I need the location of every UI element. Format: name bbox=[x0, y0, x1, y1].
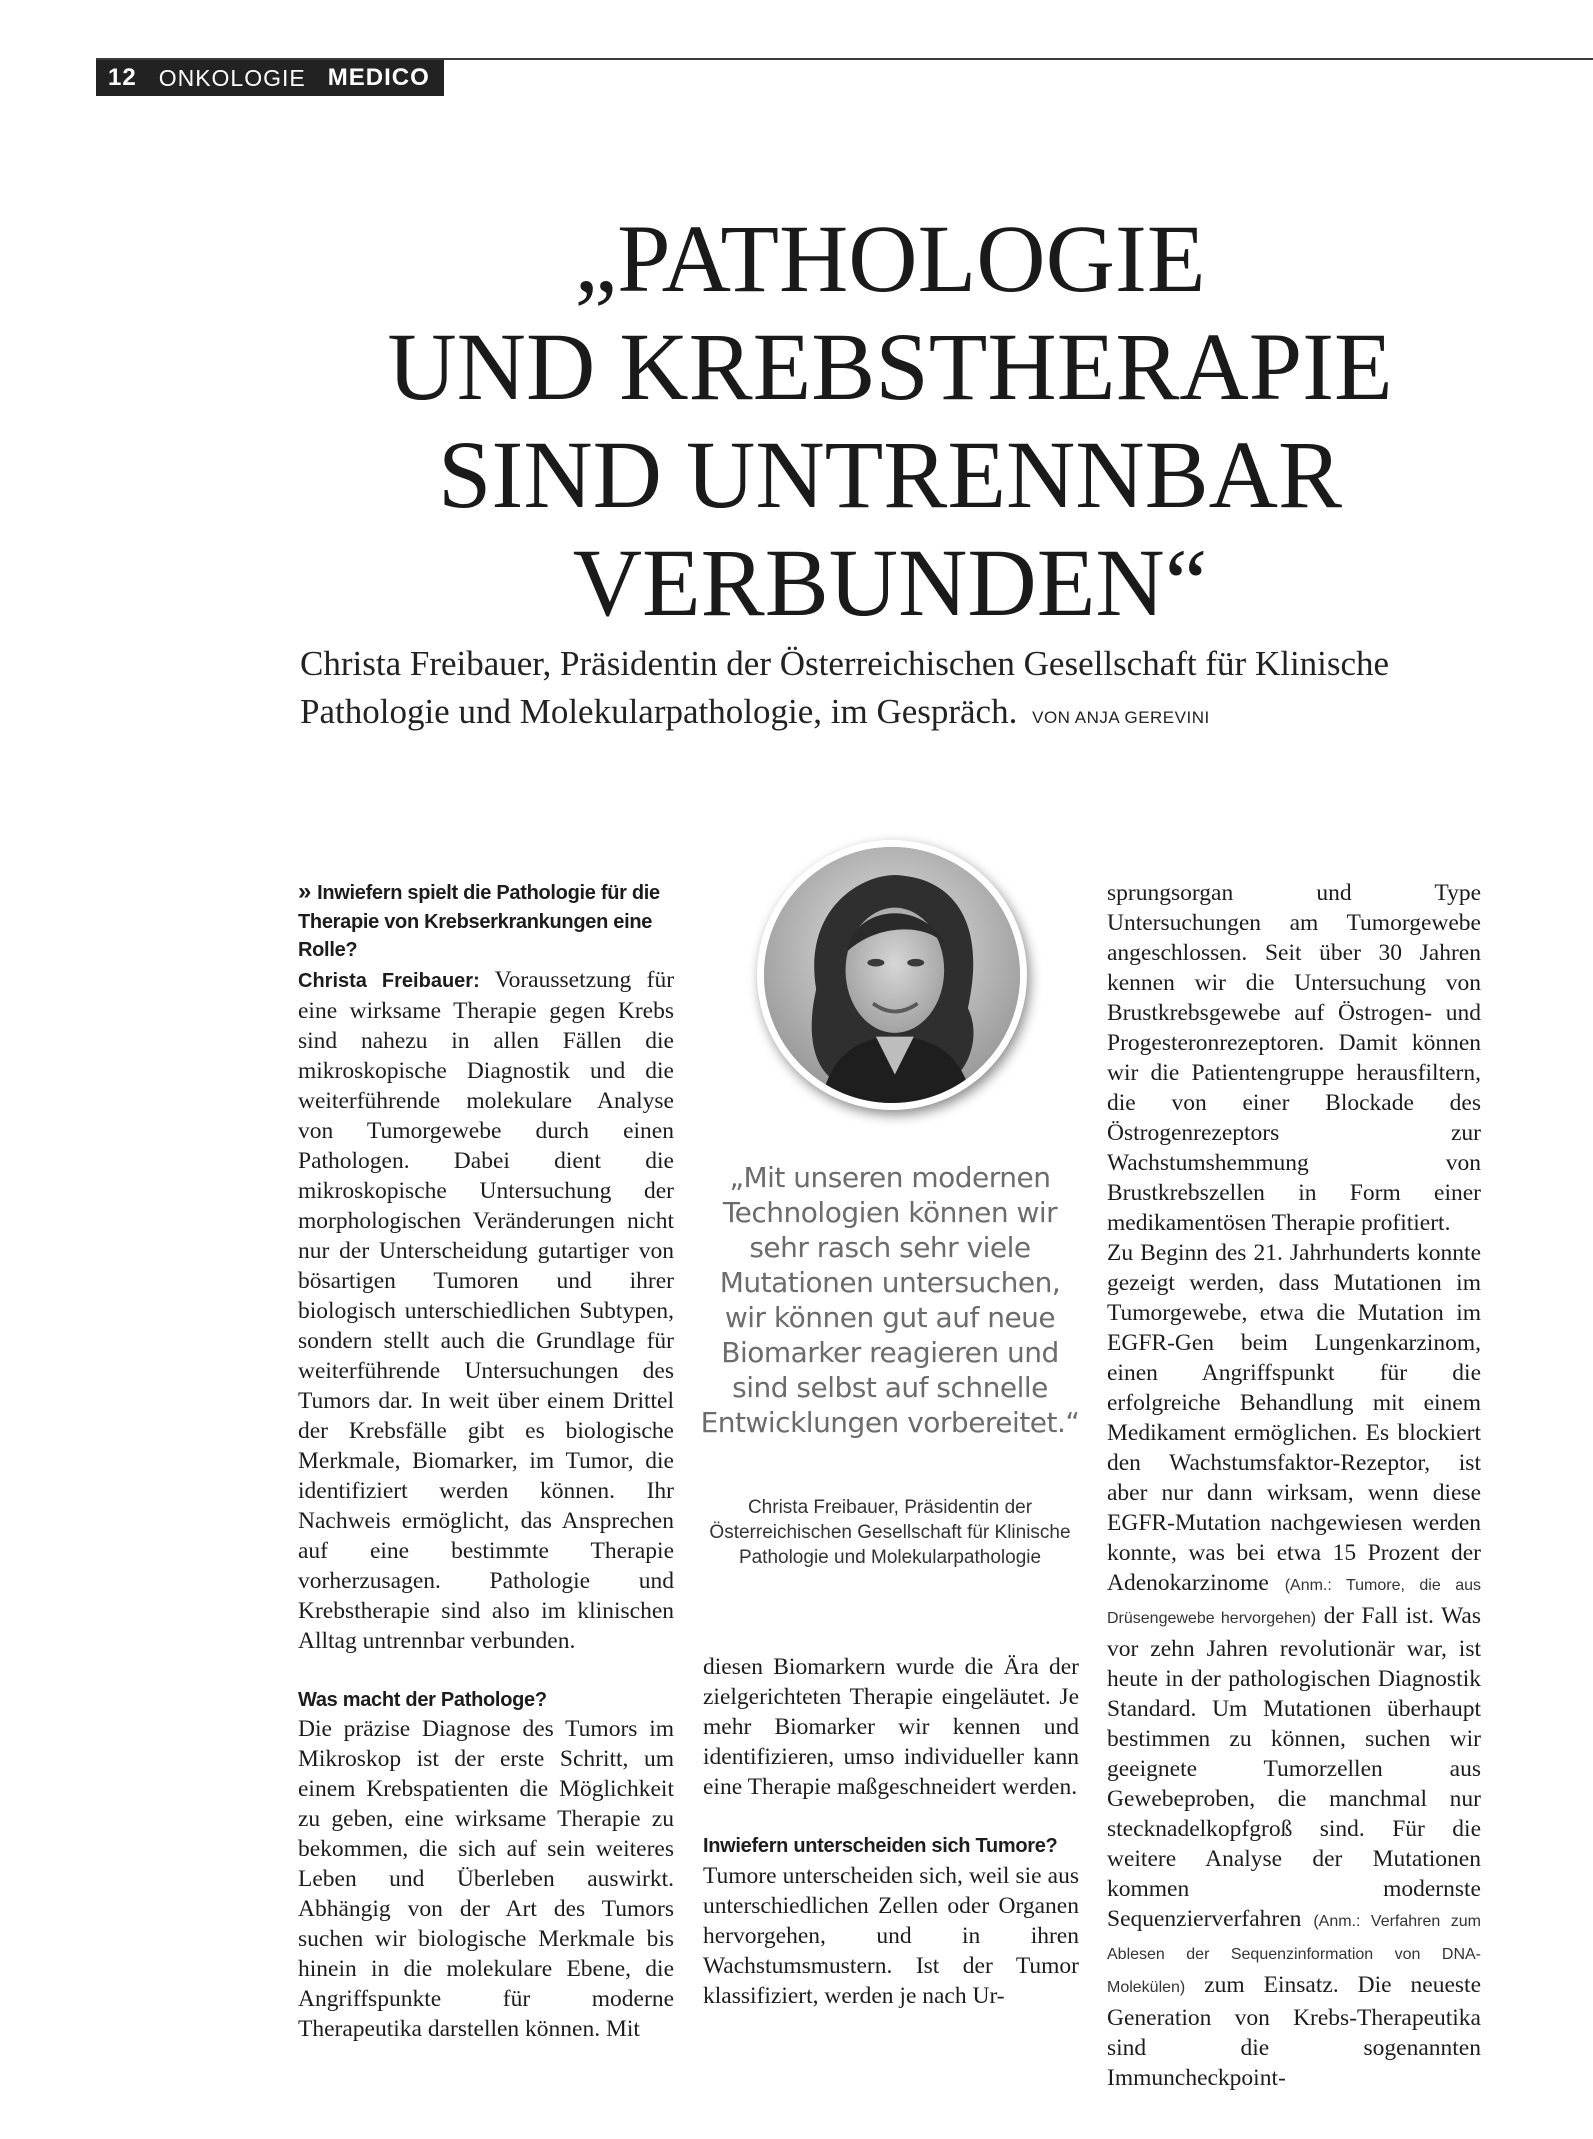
article-column-1 bbox=[298, 878, 674, 2044]
headline-line: „PATHOLOGIE bbox=[574, 205, 1206, 312]
paragraph-text: Zu Beginn des 21. Jahrhunderts konnte gezeigt werden, dass Mutationen im Tumorgewebe, etwa die Mutation im EGFR-Gen beim Lungenkarzinom, einen Angriffspunkt für die erfolgreiche Behandlung mit einem Medikament ermöglichen. Es blockiert den Wachstumsfaktor-Rezeptor, ist aber nur dann wirksam, wenn diese EGFR-Mutation nachgewiesen werden konnte, was bei etwa 15 Prozent der Adenokarzinome bbox=[1107, 1240, 1481, 1596]
paragraph-text: zum Einsatz. Die neueste Generation von Krebs-Therapeutika sind die sogenannten Immuncheckpoint- bbox=[1107, 1972, 1482, 2091]
paragraph-gap bbox=[298, 1656, 674, 1686]
annotation: (Anm.: Tumore, die aus Drüsengewebe hervorgehen) bbox=[1107, 1577, 1481, 1627]
page-header bbox=[96, 60, 444, 96]
headline-line: VERBUNDEN“ bbox=[572, 529, 1208, 636]
article-column-3 bbox=[1107, 878, 1481, 2093]
section-label: ONKOLOGIE bbox=[158, 64, 306, 91]
paragraph: sprungsorgan und Type Untersuchungen am Tumorgewebe angeschlossen. Seit über 30 Jahren kennen wir die Untersuchung von Brustkrebsgewebe auf Östrogen- und Progesteronrezeptoren. Damit können wir die Patientengruppe herausfiltern, die von einer Blockade des Östrogenrezeptors zur Wachstumshemmung von Brustkrebszellen in Form einer medikamentösen Therapie profitiert. bbox=[1107, 880, 1481, 1236]
raquo-icon: » bbox=[298, 878, 312, 905]
question-2: Was macht der Pathologe? bbox=[298, 1688, 547, 1711]
standfirst bbox=[300, 640, 1480, 742]
answer-text: Voraussetzung für eine wirksame Therapie gegen Krebs sind nahezu in allen Fällen die mikroskopische Diagnostik und die weiterführende molekulare Analyse von Tumorgewebe durch einen Pathologen. Dabei dient die mikroskopische Untersuchung der morphologischen Veränderungen nicht nur der Unterscheidung gutartiger von bösartigen Tumoren und ihrer biologisch unterschiedlichen Subtypen, sondern stellt auch die Grundlage für weiterführende Untersuchungen des Tumors dar. In weit über einem Drittel der Krebsfälle gibt es biologische Merkmale, Biomarker, im Tumor, die identifiziert werden können. Ihr Nachweis ermöglicht, das Ansprechen auf eine bestimmte Therapie vorherzusagen. Pathologie und Krebstherapie sind also im klinischen Alltag untrennbar verbunden. bbox=[298, 966, 675, 1654]
annotation: (Anm.: Verfahren zum Ablesen der Sequenzinformation von DNA-Molekülen) bbox=[1107, 1913, 1481, 1996]
page-number: 12 bbox=[108, 64, 137, 91]
paragraph: diesen Biomarkern wurde die Ära der zielgerichteten Therapie eingeläutet. Je mehr Biomarker wir kennen und identifizieren, umso individueller kann eine Therapie maßgeschneidert werden. bbox=[703, 1654, 1079, 1800]
article-column-2 bbox=[703, 1652, 1079, 2011]
headline-line: UND KREBSTHERAPIE bbox=[387, 313, 1393, 420]
magazine-name: MEDICO bbox=[327, 64, 430, 91]
standfirst-text: Christa Freibauer, Präsidentin der Österreichischen Gesellschaft für Klinische Pathologie und Molekularpathologie, im Gespräch. bbox=[300, 644, 1390, 731]
paragraph bbox=[1107, 1238, 1481, 2093]
portrait-icon bbox=[764, 847, 1020, 1103]
pull-quote: „Mit unseren modernen Technologien können wir sehr rasch sehr viele Mutationen untersuchen, wir können gut auf neue Biomarker reagieren und sind selbst auf schnelle Entwicklungen vorbereitet.“ bbox=[700, 1161, 1080, 1439]
portrait-photo bbox=[757, 840, 1027, 1110]
question-text: Inwiefern spielt die Pathologie für die Therapie von Krebserkrankungen eine Rolle? bbox=[298, 882, 660, 961]
paragraph-gap bbox=[703, 1802, 1079, 1832]
answer-1 bbox=[298, 965, 674, 1656]
answer-2: Die präzise Diagnose des Tumors im Mikroskop ist der erste Schritt, um einem Krebspatienten die Möglichkeit zu geben, eine wirksame Therapie zu bekommen, die sich auf sein weiteres Leben und Überleben auswirkt. Abhängig von der Art des Tumors suchen wir biologische Merkmale bis hinein in die molekulare Ebene, die Angriffspunkte für moderne Therapeutika darstellen können. Mit bbox=[298, 1716, 674, 2042]
speaker-name: Christa Freibauer: bbox=[298, 969, 480, 992]
question-1 bbox=[298, 878, 674, 965]
pull-quote-attribution: Christa Freibauer, Präsidentin der Österreichischen Gesellschaft für Klinische Pathologie und Molekularpathologie bbox=[709, 1497, 1071, 1568]
byline: VON ANJA GEREVINI bbox=[1032, 708, 1210, 727]
paragraph-text: der Fall ist. Was vor zehn Jahren revolutionär war, ist heute in der pathologischen Diagnostik Standard. Um Mutationen überhaupt bestimmen zu können, suchen wir geeignete Tumorzellen aus Gewebeproben, die manchmal nur stecknadelkopfgroß sind. Für die weitere Analyse der Mutationen kommen modernste Sequenzierverfahren bbox=[1107, 1603, 1482, 1932]
headline-line: SIND UNTRENNBAR bbox=[437, 421, 1343, 528]
headline bbox=[290, 205, 1490, 637]
question-3: Inwiefern unterscheiden sich Tumore? bbox=[703, 1835, 1058, 1857]
answer-3: Tumore unterscheiden sich, weil sie aus unterschiedlichen Zellen oder Organen hervorgehen, und in ihren Wachstumsmustern. Ist der Tumor klassifiziert, werden je nach Ur- bbox=[703, 1862, 1079, 2009]
